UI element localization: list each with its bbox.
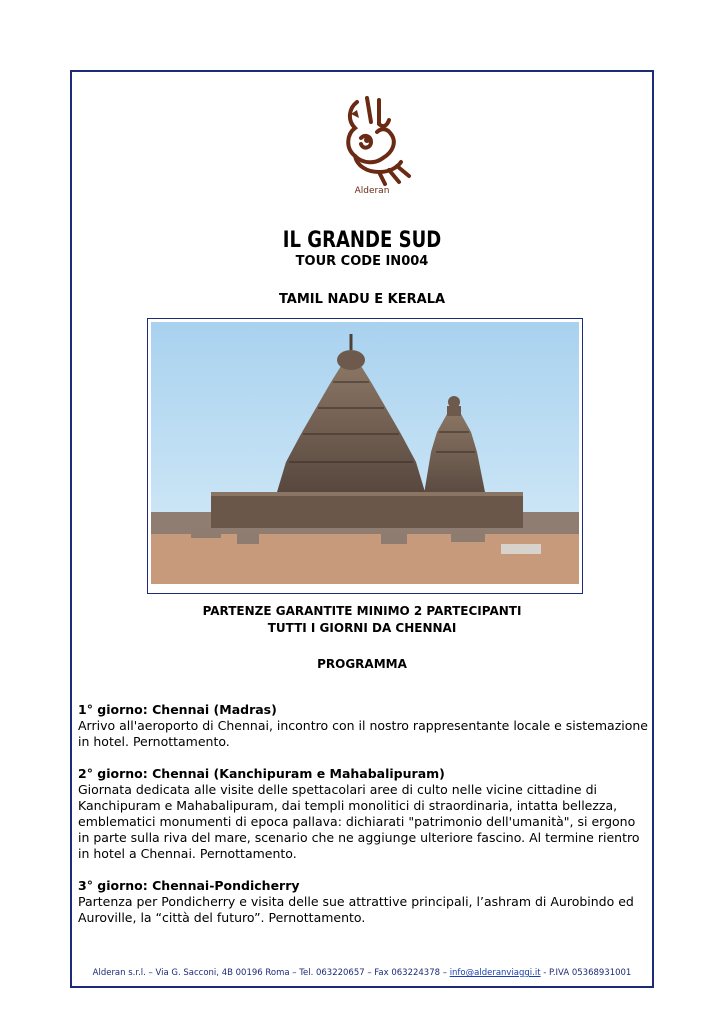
footer-company-info: Alderan s.r.l. – Via G. Sacconi, 4B 00196 Roma – Tel. 063220657 – Fax 063224378 – (92, 968, 450, 978)
itinerary (78, 702, 648, 942)
day-item (78, 766, 648, 862)
program-heading: PROGRAMMA (317, 657, 407, 671)
day-item (78, 878, 648, 926)
page-frame (70, 70, 654, 988)
departure-city-note: TUTTI I GIORNI DA CHENNAI (267, 621, 457, 635)
logo-text: Alderan (354, 186, 390, 196)
shore-temple-image (151, 322, 579, 584)
day-title: 3° giorno: Chennai-Pondicherry (78, 878, 300, 893)
day-text: Arrivo all'aeroporto di Chennai, incontro con il nostro rappresentante locale e sistemazione in hotel. Pernottamento. (78, 718, 648, 749)
day-item (78, 702, 648, 750)
page-title: IL GRANDE SUD (282, 228, 442, 253)
day-title: 2° giorno: Chennai (Kanchipuram e Mahabalipuram) (78, 766, 445, 781)
day-text: Partenza per Pondicherry e visita delle sue attrattive principali, l’ashram di Aurobindo ed Auroville, la “città del futuro”. Pernottamento. (78, 894, 634, 925)
day-text: Giornata dedicata alle visite delle spettacolari aree di culto nelle vicine cittadine di Kanchipuram e Mahabalipuram, dai templi monolitici di straordinaria, intatta bellezza, emblematici monumenti di epoca pallava: dichiarati "patrimonio dell'umanità", si ergono in parte sulla riva del mare, scenario che ne aggiunge ulteriore fascino. Al termine rientro in hotel a Chennai. Pernottamento. (78, 782, 640, 861)
departures-note: PARTENZE GARANTITE MINIMO 2 PARTECIPANTI (202, 604, 522, 618)
temple-photo (147, 318, 583, 594)
tour-region: TAMIL NADU E KERALA (278, 292, 446, 307)
page-footer (72, 968, 652, 978)
day-title: 1° giorno: Chennai (Madras) (78, 702, 277, 717)
alderan-logo (327, 94, 417, 204)
footer-email-link[interactable]: info@alderanviaggi.it (449, 968, 541, 978)
footer-vat: - P.IVA 05368931001 (540, 968, 632, 978)
bird-logo-icon (327, 94, 417, 186)
tour-code: TOUR CODE IN004 (295, 254, 429, 269)
